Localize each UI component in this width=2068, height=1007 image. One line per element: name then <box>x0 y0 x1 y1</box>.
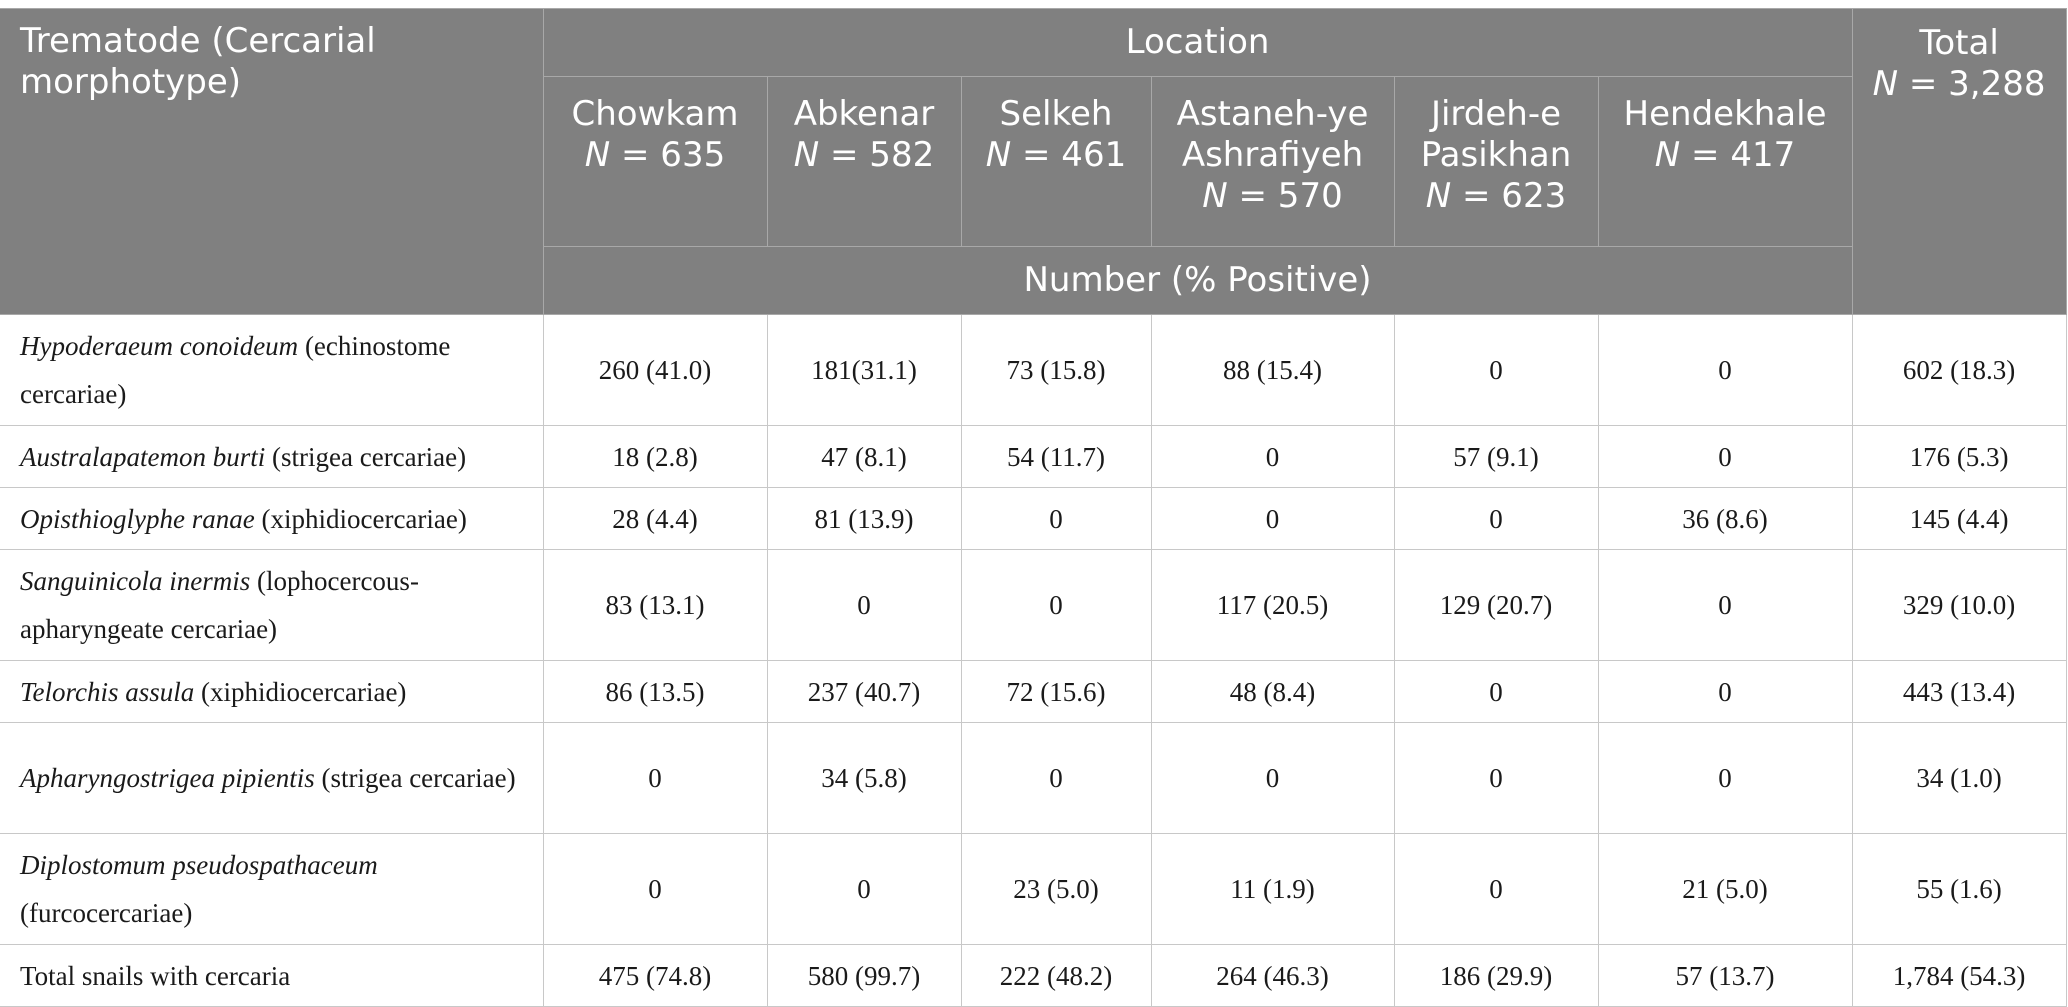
total-value-cell: 145 (4.4) <box>1852 488 2066 550</box>
morphotype-label: (echinostome cercariae) <box>20 331 451 409</box>
trematode-name-cell <box>0 315 543 426</box>
location-header-6 <box>1598 77 1852 247</box>
value-cell: 72 (15.6) <box>961 661 1151 723</box>
total-column-label: Total <box>1919 23 1999 63</box>
value-cell: 21 (5.0) <box>1598 834 1852 945</box>
total-row-value-cell: 580 (99.7) <box>767 945 961 1007</box>
n-symbol: N <box>1872 64 1899 104</box>
trematode-name-cell <box>0 550 543 661</box>
location-header-3 <box>961 77 1151 247</box>
value-cell: 28 (4.4) <box>543 488 767 550</box>
trematode-name-cell <box>0 661 543 723</box>
trematode-name-cell <box>0 488 543 550</box>
location-sample-size <box>1152 176 1394 217</box>
number-percent-subheader: Number (% Positive) <box>543 247 1852 315</box>
n-symbol: N <box>793 135 820 175</box>
total-row-value-cell: 1,784 (54.3) <box>1852 945 2066 1007</box>
trematode-name-cell <box>0 723 543 834</box>
value-cell: 0 <box>767 550 961 661</box>
value-cell: 0 <box>1151 723 1394 834</box>
value-cell: 0 <box>961 488 1151 550</box>
value-cell: 181(31.1) <box>767 315 961 426</box>
n-symbol: N <box>1654 135 1681 175</box>
table-row <box>0 661 2066 723</box>
corner-header: Trematode (Cercarial morphotype) <box>0 9 543 315</box>
value-cell: 48 (8.4) <box>1151 661 1394 723</box>
total-value-cell: 443 (13.4) <box>1852 661 2066 723</box>
total-n-value: = 3,288 <box>1908 64 2046 104</box>
species-name: Telorchis assula <box>20 676 195 707</box>
value-cell: 0 <box>961 723 1151 834</box>
value-cell: 0 <box>1598 426 1852 488</box>
morphotype-label: (xiphidiocercariae) <box>261 503 467 534</box>
location-header-1 <box>543 77 767 247</box>
value-cell: 0 <box>1394 315 1598 426</box>
value-cell: 81 (13.9) <box>767 488 961 550</box>
value-cell: 0 <box>543 834 767 945</box>
total-row-value-cell: 57 (13.7) <box>1598 945 1852 1007</box>
species-name: Sanguinicola inermis <box>20 566 251 596</box>
trematode-name-cell <box>0 834 543 945</box>
n-value: = 623 <box>1462 176 1567 216</box>
n-value: = 417 <box>1691 135 1796 175</box>
location-name: Astaneh-ye <box>1176 94 1369 134</box>
value-cell: 129 (20.7) <box>1394 550 1598 661</box>
table-header <box>0 9 2066 315</box>
value-cell: 57 (9.1) <box>1394 426 1598 488</box>
value-cell: 73 (15.8) <box>961 315 1151 426</box>
table-row <box>0 488 2066 550</box>
value-cell: 0 <box>1598 315 1852 426</box>
trematode-prevalence-table <box>0 8 2067 1007</box>
species-name: Australapatemon burti <box>20 441 266 472</box>
total-row-value-cell: 186 (29.9) <box>1394 945 1598 1007</box>
n-symbol: N <box>1202 176 1228 216</box>
value-cell: 18 (2.8) <box>543 426 767 488</box>
value-cell: 0 <box>1151 488 1394 550</box>
table-body <box>0 315 2066 1007</box>
n-symbol: N <box>1425 176 1452 216</box>
location-sample-size <box>768 135 961 176</box>
value-cell: 0 <box>1598 723 1852 834</box>
n-symbol: N <box>584 135 611 175</box>
location-name: Selkeh <box>999 94 1113 134</box>
value-cell: 237 (40.7) <box>767 661 961 723</box>
total-column-header <box>1852 9 2066 315</box>
value-cell: 0 <box>1394 488 1598 550</box>
n-symbol: N <box>985 135 1012 175</box>
location-name: Ashrafiyeh <box>1181 135 1364 175</box>
morphotype-label: (lophocercous-apharyngeate cercariae) <box>20 566 419 644</box>
species-name: Opisthioglyphe ranae <box>20 503 255 534</box>
value-cell: 0 <box>767 834 961 945</box>
trematode-name-cell <box>0 426 543 488</box>
value-cell: 0 <box>961 550 1151 661</box>
total-row-value-cell: 475 (74.8) <box>543 945 767 1007</box>
value-cell: 34 (5.8) <box>767 723 961 834</box>
value-cell: 0 <box>1394 834 1598 945</box>
value-cell: 86 (13.5) <box>543 661 767 723</box>
location-name: Jirdeh-e <box>1430 94 1562 134</box>
table-row <box>0 723 2066 834</box>
total-row <box>0 945 2066 1007</box>
n-value: = 582 <box>830 135 935 175</box>
value-cell: 260 (41.0) <box>543 315 767 426</box>
value-cell: 54 (11.7) <box>961 426 1151 488</box>
location-group-header: Location <box>543 9 1852 77</box>
location-header-5 <box>1394 77 1598 247</box>
value-cell: 83 (13.1) <box>543 550 767 661</box>
total-row-label: Total snails with cercaria <box>0 945 543 1007</box>
total-column-n <box>1853 64 2066 105</box>
location-sample-size <box>1395 176 1598 217</box>
value-cell: 0 <box>1394 661 1598 723</box>
table-row <box>0 550 2066 661</box>
location-name: Abkenar <box>793 94 935 134</box>
location-name: Chowkam <box>571 94 739 134</box>
table-row <box>0 426 2066 488</box>
n-value: = 461 <box>1022 135 1127 175</box>
value-cell: 0 <box>1151 426 1394 488</box>
location-header-2 <box>767 77 961 247</box>
total-value-cell: 55 (1.6) <box>1852 834 2066 945</box>
location-sample-size <box>1599 135 1852 176</box>
total-value-cell: 329 (10.0) <box>1852 550 2066 661</box>
total-row-value-cell: 222 (48.2) <box>961 945 1151 1007</box>
species-name: Apharyngostrigea pipientis <box>20 763 315 793</box>
value-cell: 0 <box>1598 661 1852 723</box>
value-cell: 23 (5.0) <box>961 834 1151 945</box>
n-value: = 570 <box>1238 176 1343 216</box>
total-row-value-cell: 264 (46.3) <box>1151 945 1394 1007</box>
morphotype-label: (furcocercariae) <box>20 898 193 928</box>
location-header-4 <box>1151 77 1394 247</box>
table-row <box>0 315 2066 426</box>
value-cell: 11 (1.9) <box>1151 834 1394 945</box>
n-value: = 635 <box>621 135 726 175</box>
location-name: Hendekhale <box>1623 94 1827 134</box>
value-cell: 117 (20.5) <box>1151 550 1394 661</box>
total-value-cell: 602 (18.3) <box>1852 315 2066 426</box>
morphotype-label: (strigea cercariae) <box>321 763 516 793</box>
value-cell: 0 <box>543 723 767 834</box>
morphotype-label: (xiphidiocercariae) <box>201 676 407 707</box>
species-name: Hypoderaeum conoideum <box>20 331 299 361</box>
value-cell: 47 (8.1) <box>767 426 961 488</box>
location-name: Pasikhan <box>1420 135 1572 175</box>
value-cell: 88 (15.4) <box>1151 315 1394 426</box>
location-sample-size <box>962 135 1151 176</box>
morphotype-label: (strigea cercariae) <box>272 441 467 472</box>
table-row <box>0 834 2066 945</box>
species-name: Diplostomum pseudospathaceum <box>20 850 378 880</box>
total-value-cell: 34 (1.0) <box>1852 723 2066 834</box>
value-cell: 0 <box>1598 550 1852 661</box>
value-cell: 0 <box>1394 723 1598 834</box>
value-cell: 36 (8.6) <box>1598 488 1852 550</box>
location-sample-size <box>544 135 767 176</box>
total-value-cell: 176 (5.3) <box>1852 426 2066 488</box>
